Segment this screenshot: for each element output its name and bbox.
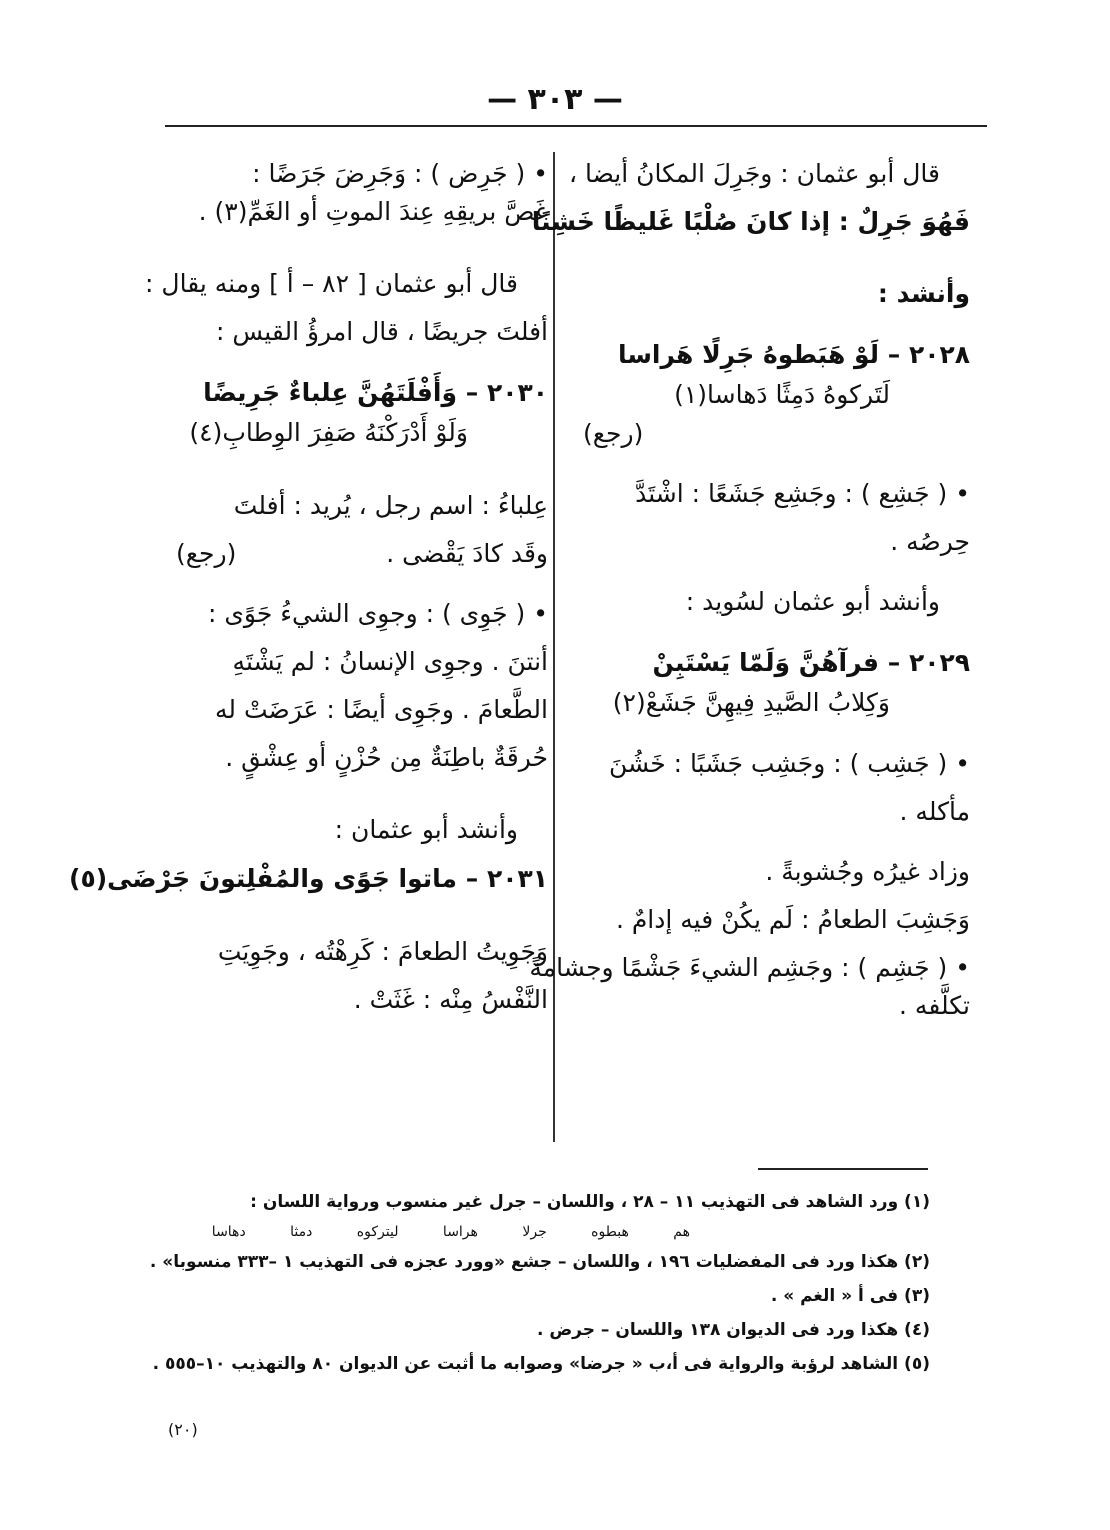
verse-intro: وأنشد أبو عثمان : bbox=[334, 815, 518, 844]
text-line: تكلَّفه . bbox=[899, 991, 970, 1020]
entry-heading: • ( جَشِع ) : وجَشِع جَشَعًا : اشْتَدَّ bbox=[635, 479, 970, 508]
entry-heading: • ( جَشِب ) : وجَشِب جَشَبًا : خَشُنَ bbox=[608, 749, 970, 778]
text-line: أنتنَ . وجوِى الإنسانُ : لم يَشْتَهِ bbox=[232, 647, 548, 676]
verse-line: ٢٠٢٩ – فرآهُنَّ وَلَمّا يَسْتَبِنْ bbox=[652, 648, 970, 677]
text-line: وَجَشِبَ الطعامُ : لَم يكُنْ فيه إدامٌ . bbox=[615, 905, 970, 934]
text-line: قال أبو عثمان [ ٨٢ – أ ] ومنه يقال : bbox=[145, 269, 518, 298]
text-line: فَهُوَ جَرِلٌ : إذا كانَ صُلْبًا غَليظًا خَشِنًا bbox=[531, 207, 970, 236]
verse-line: لَتَركوهُ دَمِثًا دَهاسا(١) bbox=[674, 380, 890, 409]
signature-mark: (٢٠) bbox=[168, 1420, 198, 1439]
footnote: (٤) هكذا ورد فى الديوان ١٣٨ واللسان – جرض . bbox=[536, 1320, 930, 1340]
text-line: عِلباءُ : اسم رجل ، يُريد : أفلتَ bbox=[233, 491, 548, 520]
text-line: قال أبو عثمان : وجَرِلَ المكانُ أيضا ، bbox=[568, 159, 940, 188]
footnotes bbox=[150, 1185, 930, 1381]
page-number: — ٣٠٣ — bbox=[487, 82, 623, 117]
text-line: الطَّعامَ . وجَوِى أيضًا : عَرَضَتْ له bbox=[215, 695, 548, 724]
verse-line: وَكِلابُ الصَّيدِ فِيهِنَّ جَشَعْ(٢) bbox=[612, 688, 890, 717]
text-line: وزاد غيرُه وجُشوبةً . bbox=[765, 857, 970, 886]
text-line: وقَد كادَ يَقْضى . bbox=[386, 539, 548, 568]
verse-line: ٢٠٢٨ – لَوْ هَبَطوهُ جَرِلًا هَراسا bbox=[617, 340, 970, 369]
entry-heading: • ( جَوِى ) : وجوِى الشيءُ جَوًى : bbox=[207, 599, 548, 628]
right-column bbox=[529, 155, 970, 1025]
left-column bbox=[69, 155, 548, 1019]
verse-intro: وأنشد : bbox=[877, 279, 970, 308]
entry-heading: • ( جَرِض ) : وَجَرِضَ جَرَضًا : bbox=[252, 159, 548, 188]
text-line: النَّفْسُ مِنْه : غَثَتْ . bbox=[353, 985, 548, 1014]
reference-mark: (رجع) bbox=[176, 539, 237, 568]
entry-heading: • ( جَشِم ) : وجَشِم الشيءَ جَشْمًا وجشامةً bbox=[529, 953, 970, 982]
footnote: (١) ورد الشاهد فى التهذيب ١١ – ٢٨ ، واللسان – جرل غير منسوب ورواية اللسان : bbox=[250, 1192, 930, 1212]
verse-intro: وأنشد أبو عثمان لسُويد : bbox=[685, 587, 940, 616]
verse-line: وَلَوْ أَدْرَكْنَهُ صَفِرَ الوِطابِ(٤) bbox=[189, 418, 468, 447]
text-line: مأكله . bbox=[899, 797, 970, 826]
column-divider bbox=[553, 152, 555, 1142]
text-line: حِرصُه . bbox=[890, 527, 970, 556]
text-line: حُرقَةٌ باطِنَةٌ مِن حُزْنٍ أو عِشْقٍ . bbox=[225, 743, 548, 772]
footnote-rule bbox=[758, 1168, 928, 1170]
footnote: (٥) الشاهد لرؤبة والرواية فى أ،ب « جرضا» وصوابه ما أثبت عن الديوان ٨٠ والتهذيب ١٠–٥٥٥ . bbox=[152, 1354, 930, 1374]
footnote-verse: هم هبطوه جرلا هراسا ليتركوه دمثا دهاسا bbox=[211, 1224, 690, 1240]
verse-line: ٢٠٣١ – ماتوا جَوًى والمُفْلِتونَ جَرْضَى(٥) bbox=[69, 864, 548, 893]
footnote: (٢) هكذا ورد فى المفضليات ١٩٦ ، واللسان – جشع «وورد عجزه فى التهذيب ١ –٣٣٣ منسوبا» . bbox=[149, 1252, 930, 1272]
header-rule bbox=[165, 125, 987, 127]
reference-mark: (رجع) bbox=[583, 419, 644, 448]
text-line: وَجَوِيتُ الطعامَ : كَرِهْتُه ، وجَوِيَتِ bbox=[217, 937, 548, 966]
text-line: أفلتَ جريضًا ، قال امرؤُ القيس : bbox=[216, 317, 548, 346]
verse-line: ٢٠٣٠ – وَأَفْلَتَهُنَّ عِلباءٌ جَرِيضًا bbox=[203, 378, 548, 407]
text-line: غَصَّ بريقِهِ عِندَ الموتِ أو الغَمِّ(٣) . bbox=[198, 197, 548, 226]
footnote: (٣) فى أ « الغم » . bbox=[770, 1286, 930, 1306]
